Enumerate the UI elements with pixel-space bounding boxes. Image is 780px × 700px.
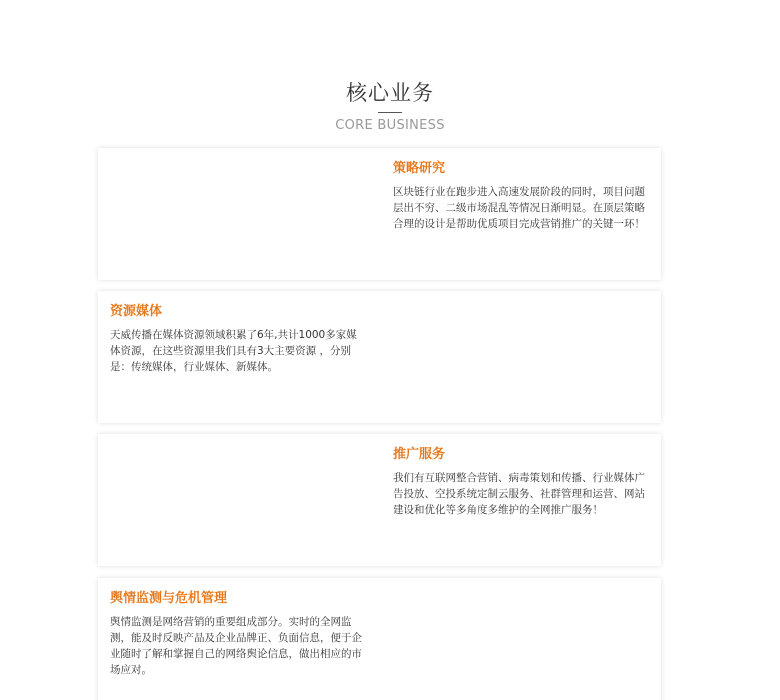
service-title[interactable]: 策略研究 — [393, 161, 446, 176]
service-image-opinion-monitoring — [379, 578, 661, 700]
service-title[interactable]: 推广服务 — [393, 447, 446, 462]
section-header — [0, 78, 780, 133]
section-title: 核心业务 — [346, 81, 434, 105]
service-text-strategy — [393, 160, 649, 232]
service-image-promotion — [98, 434, 380, 566]
service-image-strategy — [98, 148, 380, 280]
service-image-media-resources — [379, 291, 661, 423]
service-description: 区块链行业在跑步进入高速发展阶段的同时，项目问题层出不穷、二级市场混乱等情况日渐明显。在顶层策略合理的设计是帮助优质项目完成营销推广的关键一环！ — [393, 186, 645, 230]
service-card-opinion-monitoring[interactable] — [98, 578, 661, 700]
title-divider — [378, 112, 402, 113]
service-card-promotion[interactable] — [98, 434, 661, 566]
service-description: 舆情监测是网络营销的重要组成部分。实时的全网监测，能及时反映产品及企业品牌正、负面信息，便于企业随时了解和掌握自己的网络舆论信息，做出相应的市场应对。 — [110, 616, 362, 676]
service-card-strategy[interactable] — [98, 148, 661, 280]
section-subtitle: CORE BUSINESS — [335, 118, 445, 133]
service-title[interactable]: 资源媒体 — [110, 304, 163, 319]
service-text-media-resources — [110, 303, 366, 375]
service-description: 我们有互联网整合营销、病毒策划和传播、行业媒体广告投放、空投系统定制云服务、社群管理和运营、网站建设和优化等多角度多维护的全网推广服务！ — [393, 472, 645, 516]
service-title[interactable]: 舆情监测与危机管理 — [110, 591, 228, 606]
service-text-promotion — [393, 446, 649, 518]
service-description: 天威传播在媒体资源领域积累了6年,共计1000多家媒体资源，在这些资源里我们具有3大主要资源 ，分别是：传统媒体，行业媒体、新媒体。 — [110, 329, 357, 373]
service-text-opinion-monitoring — [110, 590, 366, 678]
service-card-media-resources[interactable] — [98, 291, 661, 423]
